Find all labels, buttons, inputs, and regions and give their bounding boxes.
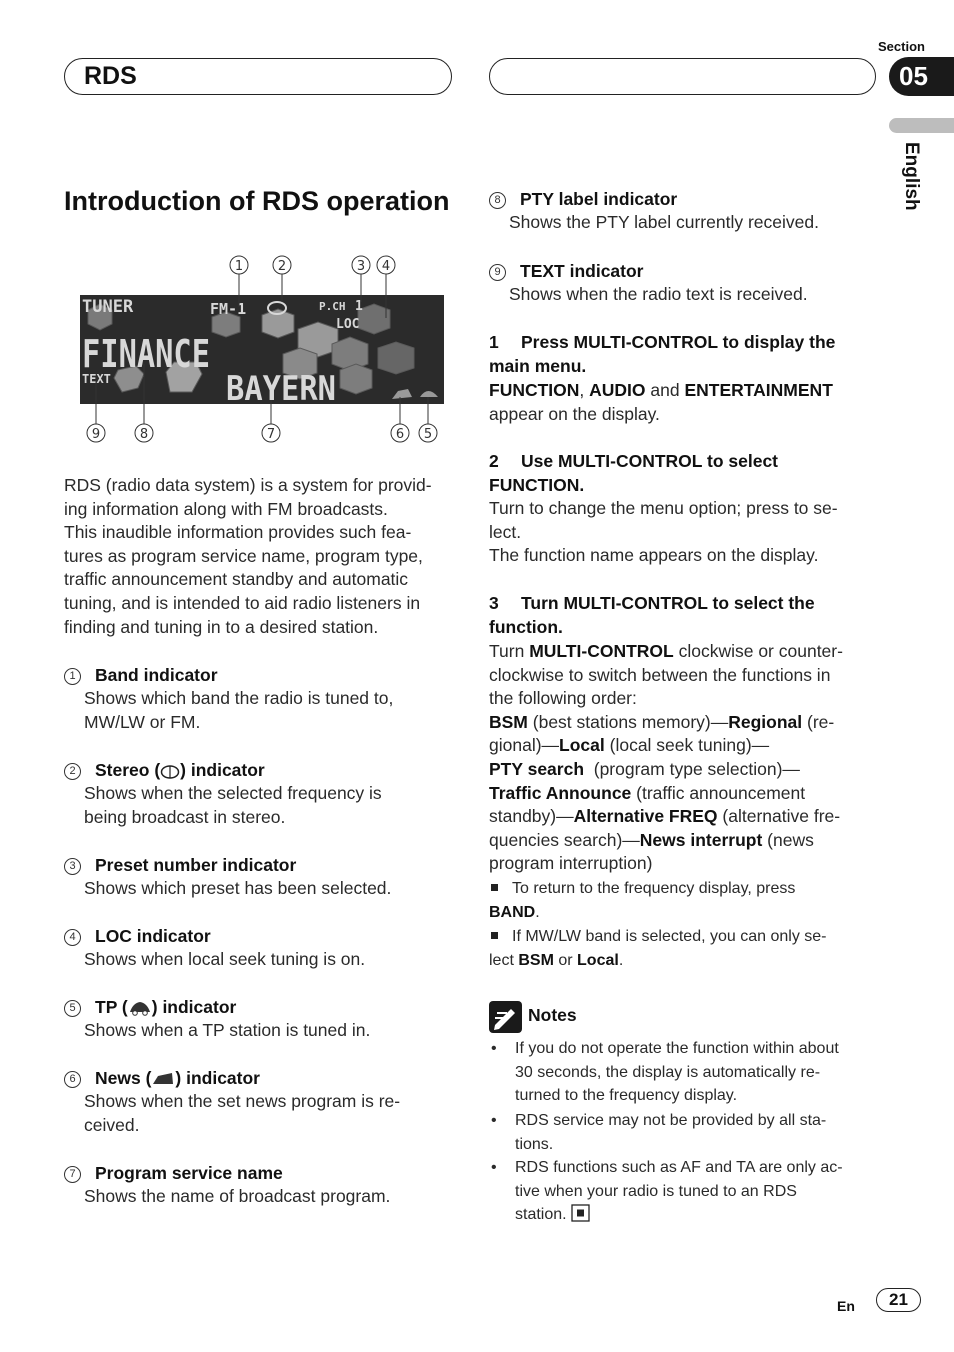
svg-text:4: 4: [381, 259, 391, 274]
callout-2: [273, 256, 291, 274]
lcd-tuner: TUNER: [82, 297, 134, 317]
lcd-text: TEXT: [82, 372, 111, 386]
header-right-pill: [489, 58, 876, 95]
callout-5: [419, 424, 437, 442]
square-bullet-icon: [491, 932, 498, 939]
indicator-5-desc: Shows when a TP station is tuned in.: [84, 1020, 371, 1040]
step-2-body: Turn to change the menu option; press to se- lect. The function name appears on the display.: [489, 498, 838, 566]
svg-text:8: 8: [139, 427, 149, 442]
lcd-station: BAYERN: [226, 369, 336, 409]
indicator-6-desc: Shows when the set news program is re- ceived.: [84, 1091, 401, 1135]
svg-text:2: 2: [277, 259, 287, 274]
svg-text:6: 6: [395, 427, 405, 442]
svg-text:3: 3: [356, 259, 366, 274]
indicator-8-title: 8 PTY label indicator: [489, 187, 677, 211]
tip-2: If MW/LW band is selected, you can only se- lect BSM or Local.: [489, 928, 827, 969]
step-3-body: Turn MULTI-CONTROL clockwise or counter- clockwise to switch between the functions in the following order: BSM (best stations memory)—Regional (re- gional)—Local (local seek tuning)— PTY search (program type selection)— Traffic Announce (traffic announcement standby)—Alternative FREQ (alternative fre- quencies search)—News interrupt (news program interruption): [489, 641, 843, 874]
indicator-9-desc: Shows when the radio text is received.: [509, 284, 808, 304]
indicator-3-desc: Shows which preset has been selected.: [84, 878, 392, 898]
note-item-3: • RDS functions such as AF and TA are only ac- tive when your radio is tuned to an RDS station.: [491, 1159, 843, 1224]
section-number-tab: 05: [889, 57, 954, 96]
indicator-5-title: 5 TP ( ) indicator: [64, 995, 236, 1019]
indicator-7-title: 7 Program service name: [64, 1161, 283, 1185]
notes-label: Notes: [528, 1005, 577, 1025]
tip-1: To return to the frequency display, press BAND.: [489, 880, 796, 921]
callout-8: [135, 424, 153, 442]
section-label: Section: [878, 39, 925, 54]
indicator-4-title: 4 LOC indicator: [64, 924, 211, 948]
section-title: RDS: [84, 62, 137, 90]
callout-7: [262, 424, 280, 442]
stereo-icon: [160, 765, 180, 779]
callout-6: [391, 424, 409, 442]
svg-text:5: 5: [423, 427, 433, 442]
intro-paragraph: RDS (radio data system) is a system for provid- ing information along with FM broadcasts. This inaudible information provides such fea- tures as program service name, program type, traffic announcement standby and automatic tuning, and is intended to aid radio listeners in finding and tuning in to a desired station.: [64, 475, 432, 637]
callout-4: [377, 256, 395, 274]
indicator-7-desc: Shows the name of broadcast program.: [84, 1186, 391, 1206]
indicator-4-desc: Shows when local seek tuning is on.: [84, 949, 366, 969]
footer-language: En: [837, 1298, 855, 1314]
step-1-title: 1 Press MULTI-CONTROL to display the main menu.: [489, 332, 836, 376]
lcd-preset: 1: [355, 299, 363, 314]
indicator-8-desc: Shows the PTY label currently received.: [509, 212, 819, 232]
lcd-loc: LOC: [336, 317, 360, 332]
tp-car-icon: [128, 1000, 152, 1016]
lcd-pty-label: FINANCE: [82, 332, 210, 376]
language-label: English: [901, 142, 922, 211]
indicator-1-desc: Shows which band the radio is tuned to, MW/LW or FM.: [84, 688, 394, 732]
step-2-title: 2 Use MULTI-CONTROL to select FUNCTION.: [489, 451, 779, 495]
end-mark-icon: [571, 1204, 591, 1222]
svg-text:1: 1: [234, 259, 244, 274]
indicator-1-title: 1 Band indicator: [64, 663, 218, 687]
svg-text:9: 9: [91, 427, 101, 442]
display-illustration: [78, 252, 448, 450]
indicator-9-title: 9 TEXT indicator: [489, 259, 643, 283]
note-item-2: • RDS service may not be provided by all sta- tions.: [491, 1112, 827, 1153]
callout-1: [230, 256, 248, 274]
callout-3: [352, 256, 370, 274]
step-1-body: FUNCTION, AUDIO and ENTERTAINMENT appear on the display.: [489, 380, 833, 424]
lcd-pch: P.CH: [319, 300, 346, 313]
callout-9: [87, 424, 105, 442]
note-item-1: • If you do not operate the function within about 30 seconds, the display is automatically re- turned to the frequency display.: [491, 1040, 839, 1105]
notes-icon: [489, 1001, 522, 1033]
indicator-2-title: 2 Stereo ( ) indicator: [64, 758, 265, 782]
svg-text:7: 7: [266, 427, 276, 442]
indicator-2-desc: Shows when the selected frequency is being broadcast in stereo.: [84, 783, 382, 827]
news-icon: [151, 1071, 175, 1087]
step-3-title: 3 Turn MULTI-CONTROL to select the function.: [489, 593, 815, 637]
indicator-3-title: 3 Preset number indicator: [64, 853, 296, 877]
language-tab: [889, 118, 954, 133]
indicator-6-title: 6 News ( ) indicator: [64, 1066, 260, 1090]
square-bullet-icon: [491, 884, 498, 891]
lcd-band: FM-1: [210, 300, 247, 318]
page-number: 21: [876, 1288, 921, 1312]
main-heading: Introduction of RDS operation: [64, 186, 450, 216]
